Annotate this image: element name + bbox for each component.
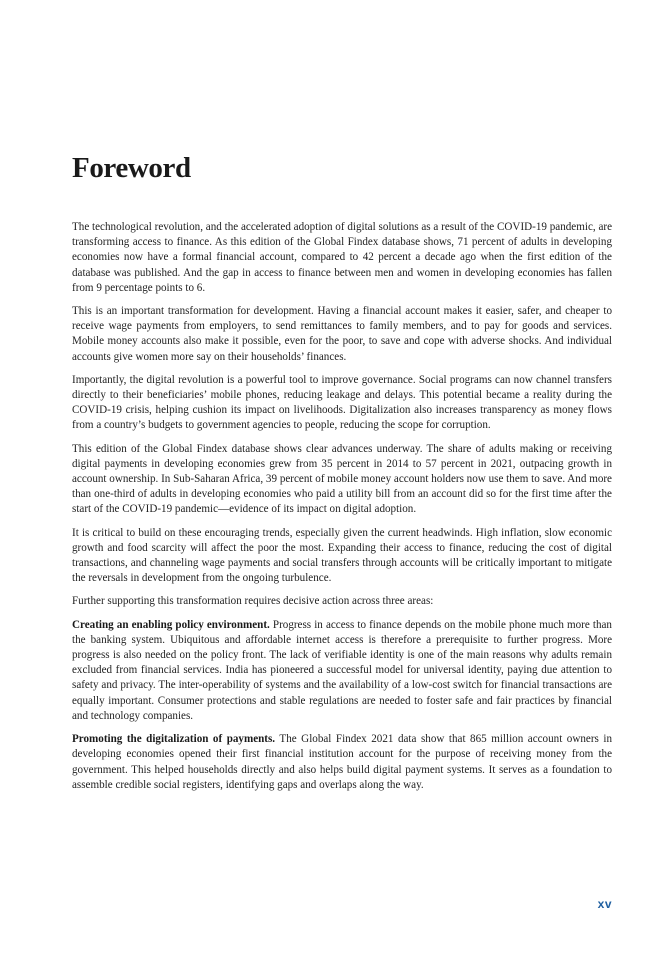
paragraph-policy-environment: [72, 618, 612, 724]
paragraph-action-intro: Further supporting this transformation requires decisive action across three areas:: [72, 595, 434, 608]
paragraph-advances: This edition of the Global Findex database shows clear advances underway. The share of adults making or receiving digital payments in developing economies grew from 35 percent in 2014 to 57 percent in 2021, outpacing growth in account ownership. In Sub-Saharan Africa, 39 percent of mobile money account holders now use them to save. And more than one-third of adults in developing economies who paid a utility bill from an account did so for the first time after the start of the COVID-19 pandemic—evidence of its impact on digital adoption.: [72, 442, 612, 516]
digital-payments-text: The Global Findex 2021 data show that 865 million account owners in developing economies opened their first financial institution account for the purpose of receiving money from the government. This helped households directly and also helps build digital payment systems. It serves as a foundation to assemble credible social registers, identifying gaps and overlaps along the way.: [72, 733, 612, 791]
document-page: [72, 0, 612, 960]
digital-payments-heading: Promoting the digitalization of payments.: [72, 733, 276, 746]
paragraph-transformation: This is an important transformation for development. Having a financial account makes it easier, safer, and cheaper to receive wage payments from employers, to send remittances to family members, and to pay for goods and services. Mobile money accounts also make it possible, even for the poor, to save and cope with adverse shocks. And individual accounts give women more say on their households’ finances.: [72, 305, 612, 363]
paragraph-governance: Importantly, the digital revolution is a powerful tool to improve governance. Social programs can now channel transfers directly to their beneficiaries’ mobile phones, reducing leakage and delays. This potential became a reality during the COVID-19 crisis, helping cushion its impact on livelihoods. Digitalization also increases transparency as money flows from a country’s budgets to government agencies to people, reducing the scope for corruption.: [72, 373, 612, 432]
paragraph-intro: The technological revolution, and the accelerated adoption of digital solutions as a result of the COVID-19 pandemic, are transforming access to finance. As this edition of the Global Findex database shows, 71 percent of adults in developing economies now have a formal financial account, compared to 42 percent a decade ago when the first edition of the database was published. And the gap in access to finance between men and women in developing economies has fallen from 9 percentage points to 6.: [72, 221, 612, 294]
foreword-body: [72, 220, 612, 801]
paragraph-digital-payments: [72, 732, 612, 793]
paragraph-headwinds: It is critical to build on these encouraging trends, especially given the current headwinds. High inflation, slow economic growth and food scarcity will affect the poor the most. Expanding their access to finance, reducing the cost of digital transactions, and channeling wage payments and social transfers through accounts will be critically important to mitigate the reversals in development from the ongoing turbulence.: [72, 526, 612, 585]
policy-environment-text: Progress in access to finance depends on the mobile phone much more than the banking system. Ubiquitous and affordable internet access is therefore a prerequisite to further progress. More progress is also needed on the policy front. The lack of verifiable identity is one of the main reasons why adults remain excluded from financial services. India has pioneered a successful model for universal identity, paying due attention to safety and privacy. The inter-operability of systems and the availability of a low-cost switch for financial transactions are equally important. Consumer protections and stable regulations are needed to foster safe and fair practices by financial and technology companies.: [72, 618, 612, 722]
page-number: xv: [597, 897, 612, 911]
page-title: Foreword: [72, 152, 191, 184]
policy-environment-heading: Creating an enabling policy environment.: [72, 618, 270, 631]
